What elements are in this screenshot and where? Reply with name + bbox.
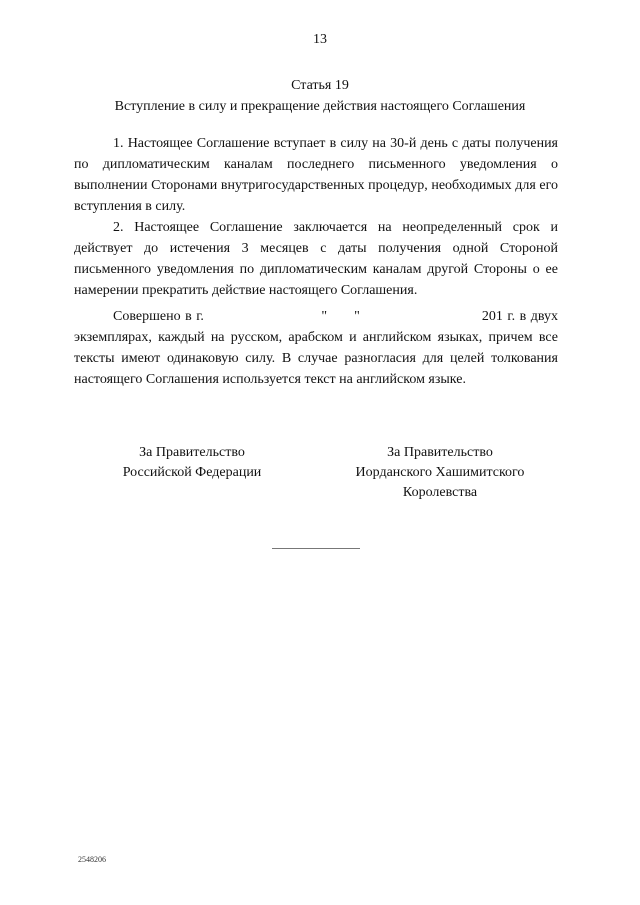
signature-block-russia [92,443,292,483]
document-code: 2548206 [78,855,106,864]
page-number: 13 [313,32,327,47]
end-divider [272,548,360,549]
signature-left-line-1: За Правительство [139,445,245,460]
article-clauses [74,133,558,301]
article-heading [0,75,640,117]
signature-right-line-3: Королевства [402,485,478,500]
closing-text: Совершено в г. " " 201 г. в двух экземплярах, каждый на русском, арабском и английском языках, причем все тексты имеют одинаковую силу. В случае разногласия для целей толкования настоящего Соглашения используется текст на английском языке. [74,309,558,387]
article-subtitle: Вступление в силу и прекращение действия настоящего Соглашения [114,99,526,114]
signature-right-line-1: За Правительство [387,445,493,460]
article-title: Статья 19 [291,78,349,93]
signature-right-line-2: Иорданского Хашимитского [355,465,525,480]
signature-block-jordan [340,443,540,503]
signature-left-line-2: Российской Федерации [122,465,262,480]
closing-paragraph [74,306,558,390]
clause-2: 2. Настоящее Соглашение заключается на неопределенный срок и действует до истечения 3 месяцев с даты получения одной Стороной письменного уведомления по дипломатическим каналам другой Стороны о ее намерении прекратить действие настоящего Соглашения. [74,220,558,298]
clause-1: 1. Настоящее Соглашение вступает в силу на 30-й день с даты получения по дипломатическим каналам последнего письменного уведомления о выполнении Сторонами внутригосударственных процедур, необходимых для его вступления в силу. [74,136,558,214]
